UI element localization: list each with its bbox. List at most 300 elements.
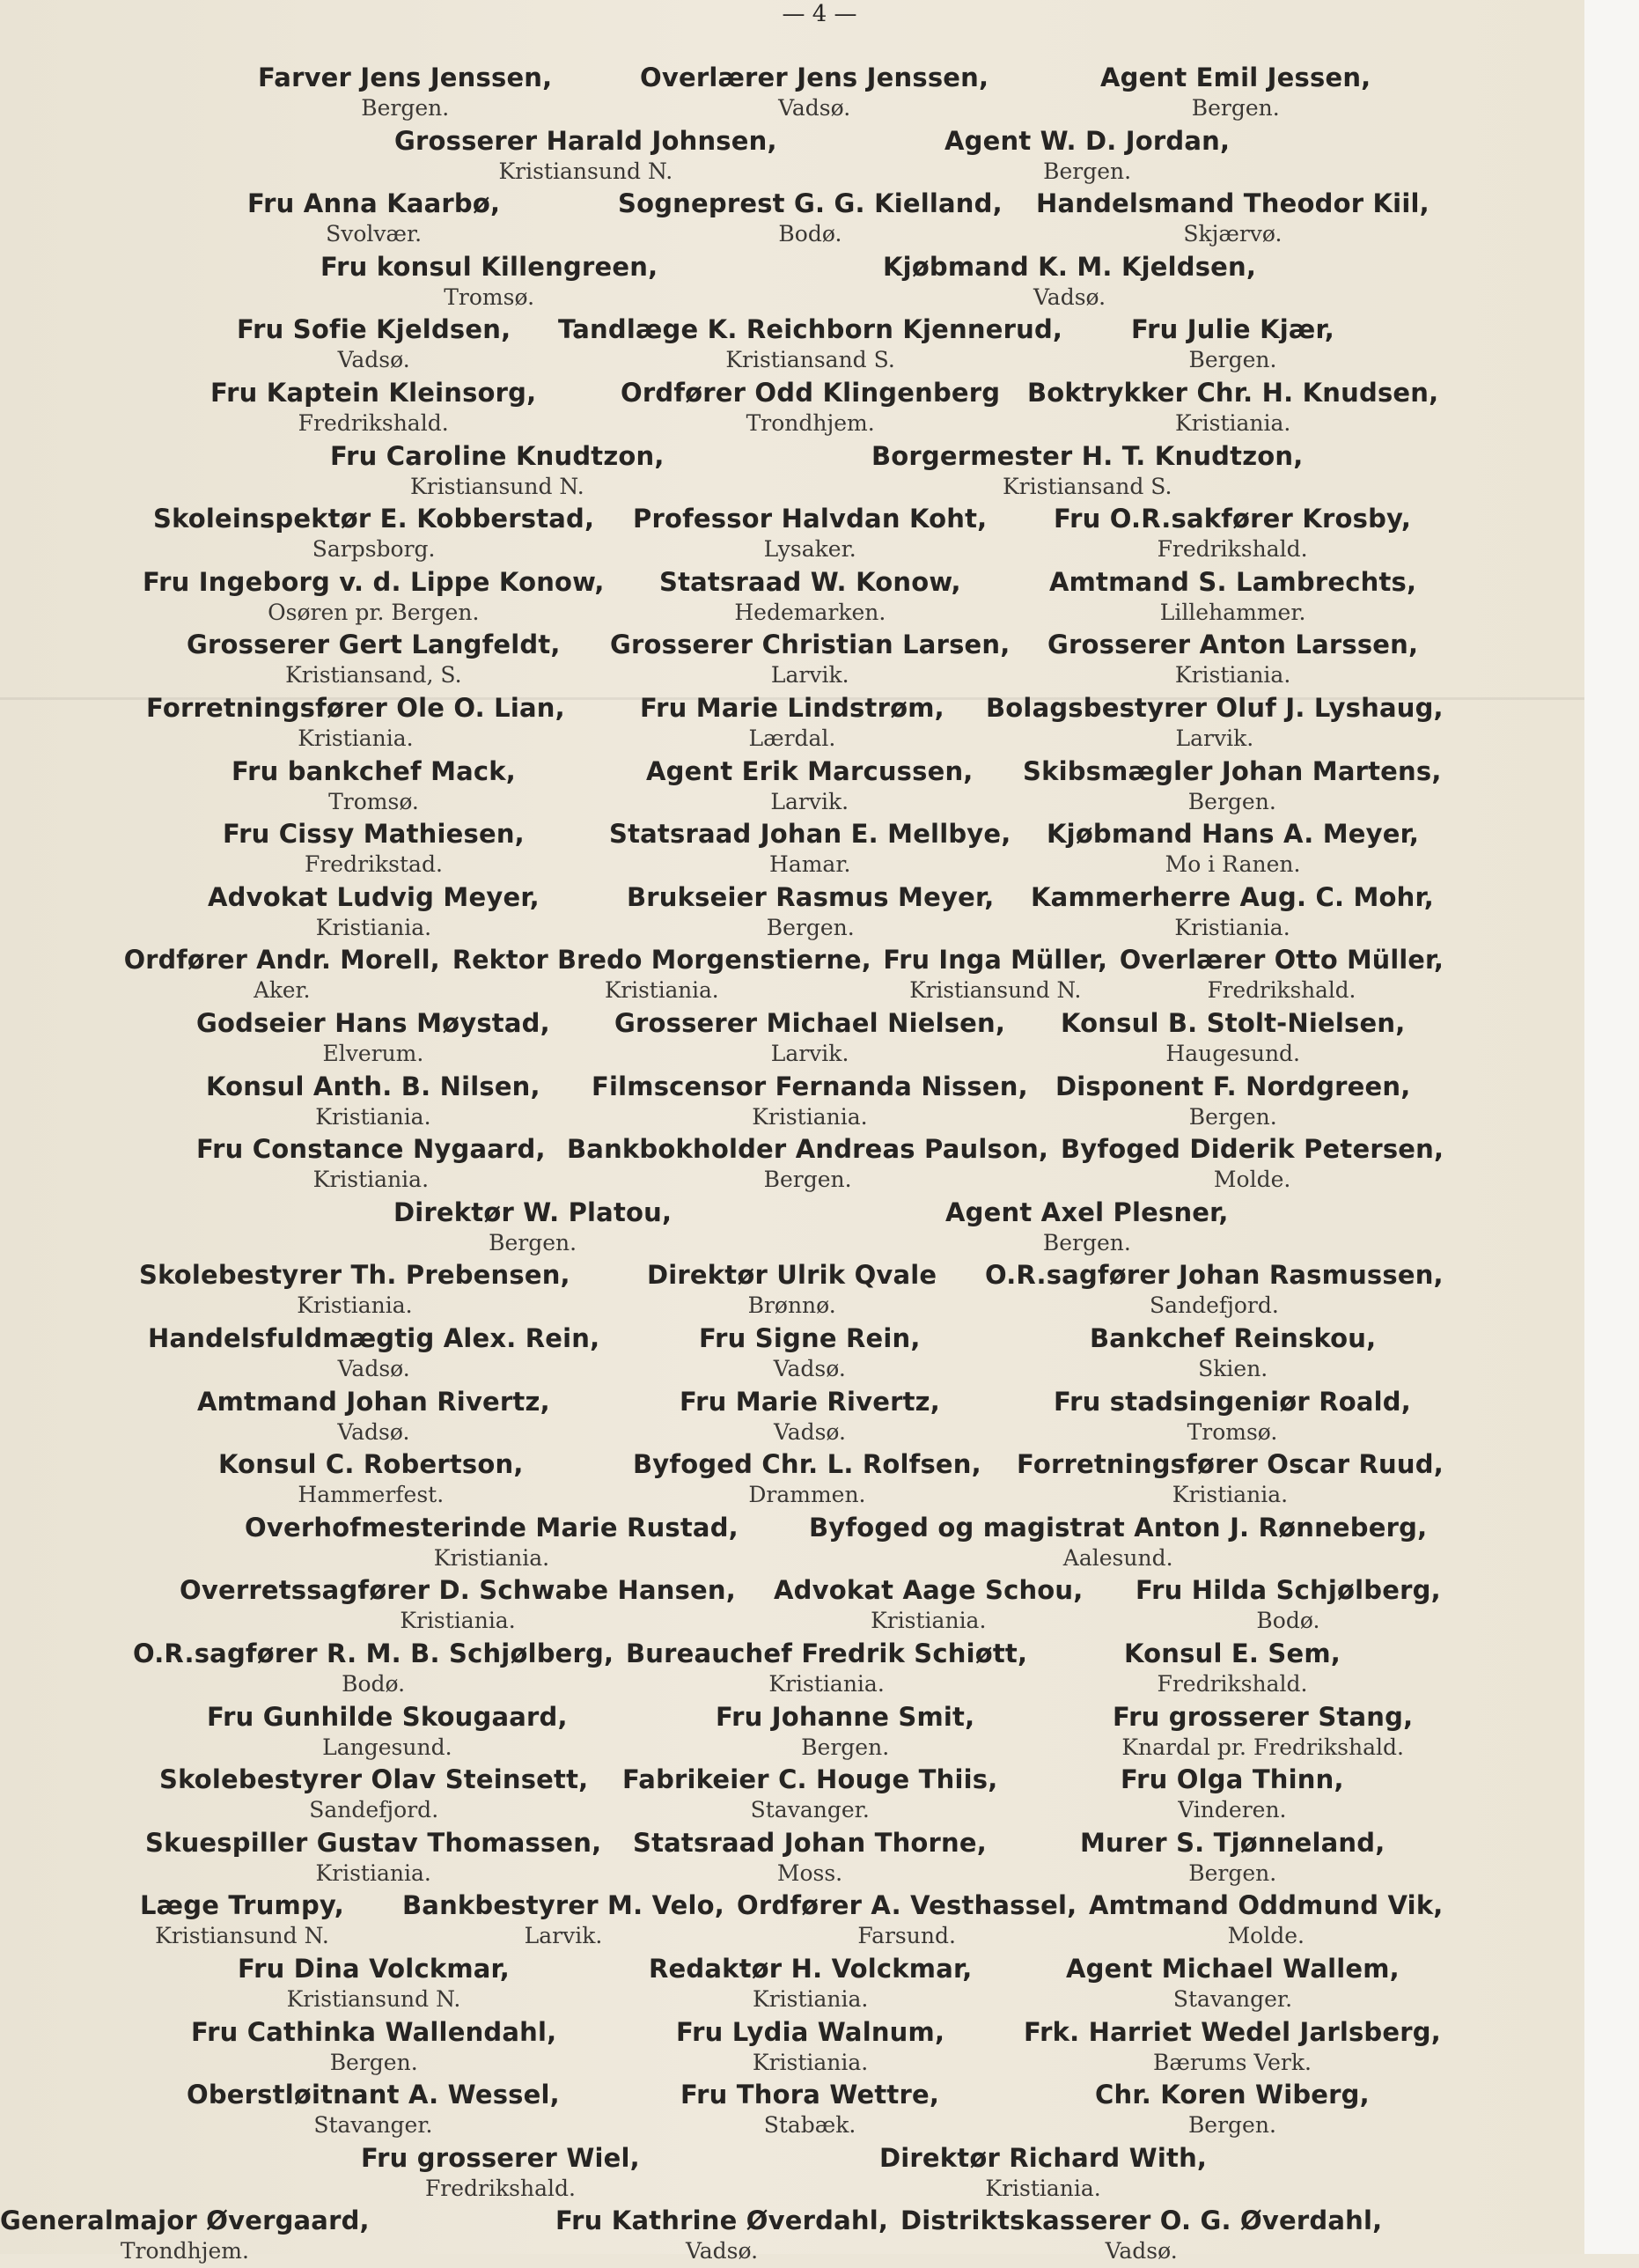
entry-place: Vadsø. — [1105, 2238, 1178, 2264]
entry — [452, 944, 871, 1005]
entry-place: Vadsø. — [778, 95, 851, 121]
entry-place: Bergen. — [1187, 2112, 1276, 2139]
entry-name: Generalmajor Øvergaard, — [0, 2205, 370, 2236]
entry-place: Larvik. — [770, 1041, 849, 1066]
entry — [1061, 1007, 1405, 1069]
entry — [680, 2079, 939, 2140]
entry-name: Fru Caroline Knudtzon, — [330, 440, 665, 471]
entry-place: Fredrikshald. — [298, 410, 449, 436]
entry-place: Kristiansund N. — [498, 158, 673, 184]
entry-name: Overhofmesterinde Marie Rustad, — [245, 1512, 739, 1543]
entry-row — [0, 818, 1584, 881]
entry — [1131, 313, 1334, 375]
entry-name: Fru Signe Rein, — [699, 1323, 921, 1353]
entry-name: Fru Olga Thinn, — [1121, 1764, 1344, 1795]
entry — [153, 503, 594, 564]
entry-name: Tandlæge K. Reichborn Kjennerud, — [558, 314, 1063, 345]
entry — [1027, 377, 1438, 438]
entry-name: Amtmand Johan Rivertz, — [197, 1386, 550, 1417]
entry-name: Handelsmand Theodor Kiil, — [1036, 188, 1430, 219]
entry-row — [0, 1701, 1584, 1764]
entry-name: Fru grosserer Stang, — [1113, 1701, 1414, 1732]
entry-name: Fru Kathrine Øverdahl, — [555, 2205, 889, 2236]
entry-name: Fru bankchef Mack, — [232, 755, 516, 786]
entry-name: Redaktør H. Volckmar, — [649, 1954, 973, 1984]
entry-name: Handelsfuldmægtig Alex. Rein, — [148, 1323, 600, 1353]
entry-place: Hamar. — [769, 851, 851, 878]
entry — [223, 818, 525, 880]
entry-place: Mo i Ranen. — [1165, 851, 1301, 878]
entry-row — [0, 188, 1584, 251]
entry-name: Ordfører Andr. Morell, — [123, 945, 440, 976]
entry — [1089, 1889, 1444, 1951]
entry — [145, 1827, 601, 1889]
entry-place: Tromsø. — [328, 788, 419, 814]
entry — [180, 1574, 736, 1636]
entry-place: Bergen. — [1188, 347, 1277, 373]
entry-place: Stavanger. — [1172, 1986, 1293, 2012]
entry — [944, 125, 1230, 187]
entry-place: Kristiania. — [768, 1671, 885, 1697]
entry-place: Kristiansund N. — [909, 977, 1082, 1004]
entry — [143, 566, 605, 628]
entry-place: Elverum. — [322, 1041, 424, 1066]
entry — [900, 2205, 1382, 2266]
entry-place: Moss. — [776, 1859, 843, 1886]
entry-name: Overlærer Jens Jenssen, — [640, 63, 989, 92]
entry-row — [0, 1512, 1584, 1575]
entry-name: Grosserer Christian Larsen, — [610, 630, 1011, 660]
entry-row — [0, 503, 1584, 566]
entry-name: Fru Sofie Kjeldsen, — [237, 314, 511, 345]
entry-row — [0, 2142, 1584, 2205]
entry-name: Forretningsfører Oscar Ruud, — [1017, 1449, 1444, 1480]
entry-place: Aalesund. — [1062, 1544, 1173, 1571]
entry-row — [0, 1448, 1584, 1512]
page-number: — 4 — — [782, 1, 857, 27]
entry-place: Skjærvø. — [1183, 221, 1283, 247]
entry — [1031, 881, 1434, 943]
entry-name: Fru stadsingeniør Roald, — [1054, 1386, 1411, 1417]
entry-name: Bankchef Reinskou, — [1090, 1323, 1377, 1353]
entry-name: Grosserer Harald Johnsen, — [394, 125, 777, 156]
entry — [627, 881, 994, 943]
entry — [1095, 2079, 1370, 2140]
entry — [187, 629, 561, 690]
entry-name: Direktør W. Platou, — [393, 1197, 673, 1227]
entry — [1049, 566, 1416, 628]
entry-row — [0, 1386, 1584, 1449]
entry — [640, 62, 989, 123]
entry-place: Vadsø. — [337, 1418, 410, 1445]
entry-place: Aker. — [254, 977, 311, 1004]
entry — [633, 1827, 987, 1889]
entry-row — [0, 1007, 1584, 1071]
entry — [159, 1764, 588, 1825]
entry-name: Overlærer Otto Müller, — [1119, 945, 1444, 976]
entry-place: Kristiania. — [753, 1986, 869, 2012]
entry — [320, 251, 658, 313]
entry — [622, 1764, 997, 1825]
entry-name: Amtmand Oddmund Vik, — [1089, 1890, 1444, 1921]
entry-place: Kristiansand S. — [1003, 473, 1172, 499]
entry-name: Byfoged Chr. L. Rolfsen, — [633, 1449, 981, 1480]
entry-place: Kristiania. — [315, 914, 432, 940]
entry-place: Bergen. — [329, 2049, 418, 2075]
entry-name: Fru grosserer Wiel, — [361, 2142, 640, 2173]
entry — [680, 1386, 940, 1447]
entry — [558, 313, 1062, 375]
entry — [146, 692, 565, 754]
entry-place: Bærums Verk. — [1152, 2049, 1312, 2075]
entry — [1120, 944, 1444, 1005]
entry — [237, 313, 511, 375]
entry-name: Disponent F. Nordgreen, — [1055, 1071, 1411, 1101]
entry-name: Borgermester H. T. Knudtzon, — [871, 440, 1304, 471]
entry — [592, 1071, 1028, 1132]
entry-name: Brukseier Rasmus Meyer, — [627, 881, 995, 912]
entry — [555, 2205, 888, 2266]
entry-place: Molde. — [1213, 1167, 1291, 1193]
entry — [133, 1638, 614, 1699]
entry-name: Overretssagfører D. Schwabe Hansen, — [180, 1575, 736, 1606]
entry-place: Bergen. — [361, 95, 450, 121]
entry-place: Langesund. — [322, 1734, 452, 1760]
entry-place: Bodø. — [342, 1671, 406, 1697]
entry — [148, 1322, 599, 1384]
entry-place: Fredrikshald. — [1157, 1671, 1308, 1697]
entry-name: Skibsmægler Johan Martens, — [1023, 755, 1442, 786]
entry-place: Kristiania. — [298, 725, 414, 751]
entry — [258, 62, 552, 123]
entry-place: Bergen. — [801, 1734, 890, 1760]
entry-name: O.R.sagfører R. M. B. Schjølberg, — [133, 1638, 614, 1668]
entry-name: Agent Michael Wallem, — [1066, 1954, 1400, 1984]
entry — [985, 1259, 1444, 1321]
entry-name: Fru Johanne Smit, — [716, 1701, 975, 1732]
entry-name: Rektor Bredo Morgenstierne, — [452, 945, 871, 976]
entry-name: Advokat Ludvig Meyer, — [208, 881, 540, 912]
entry-name: Amtmand S. Lambrechts, — [1049, 566, 1417, 597]
entry — [1090, 1322, 1376, 1384]
entry — [737, 1889, 1077, 1951]
entry — [402, 1889, 724, 1951]
entry-name: Fru Ingeborg v. d. Lippe Konow, — [143, 566, 605, 597]
entry — [1023, 755, 1442, 817]
entry-row — [0, 251, 1584, 314]
entry-name: Grosserer Anton Larssen, — [1047, 630, 1419, 660]
entry — [361, 2142, 640, 2204]
entry-row — [0, 1953, 1584, 2016]
entry-row — [0, 1197, 1584, 1260]
entry — [1047, 629, 1418, 690]
entry-place: Tromsø. — [444, 284, 535, 310]
entry — [238, 1953, 510, 2014]
entry — [567, 1133, 1048, 1195]
entry-place: Fredrikshald. — [1207, 977, 1356, 1004]
entry-name: Bureauchef Fredrik Schiøtt, — [626, 1638, 1028, 1668]
entry-place: Vadsø. — [773, 1356, 846, 1381]
entry-name: Statsraad Johan Thorne, — [633, 1827, 987, 1858]
entry-place: Sandefjord. — [1149, 1292, 1279, 1319]
entry — [191, 2016, 556, 2078]
entry-name: Fru Anna Kaarbø, — [247, 188, 501, 219]
entry-name: Boktrykker Chr. H. Knudsen, — [1027, 378, 1439, 408]
entry-name: Statsraad Johan E. Mellbye, — [609, 819, 1011, 850]
entry — [1047, 818, 1419, 880]
entry — [207, 1701, 568, 1763]
entry-name: Fru Lydia Walnum, — [676, 2016, 945, 2047]
entry-name: Skuespiller Gustav Thomassen, — [145, 1827, 602, 1858]
entry — [196, 1007, 550, 1069]
entry-row — [0, 692, 1584, 755]
entry-row — [0, 1638, 1584, 1701]
entry-name: Grosserer Gert Langfeldt, — [187, 630, 561, 660]
entry-name: Oberstløitnant A. Wessel, — [187, 2080, 560, 2110]
entry — [633, 503, 987, 564]
entry — [609, 818, 1011, 880]
entry-place: Drammen. — [748, 1482, 866, 1508]
entry-place: Sandefjord. — [309, 1797, 439, 1823]
entry-name: Fru konsul Killengreen, — [320, 251, 658, 282]
entry-place: Vadsø. — [773, 1418, 846, 1445]
entry-row — [0, 1071, 1584, 1134]
entry-place: Bergen. — [1188, 1103, 1277, 1130]
entry-name: Forretningsfører Ole O. Lian, — [146, 693, 565, 723]
entry-place: Haugesund. — [1165, 1041, 1300, 1066]
entry-place: Kristiania. — [1174, 914, 1290, 940]
entry-name: Advokat Aage Schou, — [774, 1575, 1084, 1606]
entry-name: Fru Gunhilde Skougaard, — [207, 1701, 568, 1732]
entry — [218, 1448, 524, 1510]
entry — [330, 440, 665, 502]
entry-row — [0, 1259, 1584, 1322]
entry — [208, 881, 540, 943]
entry-place: Larvik. — [770, 662, 849, 688]
entry-row — [0, 1133, 1584, 1197]
entry-place: Fredrikstad. — [304, 851, 443, 878]
entry-name: Direktør Ulrik Qvale — [647, 1260, 937, 1291]
entry — [1100, 62, 1371, 123]
entry — [232, 755, 516, 817]
entry-name: Skolebestyrer Olav Steinsett, — [159, 1764, 589, 1795]
entry-row — [0, 755, 1584, 819]
entry — [187, 2079, 560, 2140]
entry — [1124, 1638, 1341, 1699]
entry-place: Bodø. — [778, 221, 842, 247]
entry-place: Vadsø. — [337, 1356, 410, 1381]
entry-row — [0, 377, 1584, 440]
entry — [614, 1007, 1005, 1069]
entry — [699, 1322, 921, 1384]
entry-name: Kjøbmand K. M. Kjeldsen, — [883, 251, 1257, 282]
entry — [139, 1259, 570, 1321]
entry-place: Bergen. — [1188, 1859, 1277, 1886]
entry-place: Larvik. — [770, 788, 849, 814]
entry-name: Fru Thora Wettre, — [680, 2080, 940, 2110]
entry — [1113, 1701, 1413, 1763]
entry-row — [0, 629, 1584, 692]
entry — [1066, 1953, 1400, 2014]
entry — [871, 440, 1303, 502]
entry-name: O.R.sagfører Johan Rasmussen, — [985, 1260, 1444, 1291]
entry-name: Direktør Richard With, — [879, 2142, 1208, 2173]
entry-place: Vinderen. — [1178, 1797, 1287, 1823]
entry — [809, 1512, 1427, 1573]
entry — [196, 1133, 546, 1195]
entry-row — [0, 1889, 1584, 1953]
entry-name: Fru Kaptein Kleinsorg, — [210, 378, 537, 408]
entry-row — [0, 62, 1584, 125]
entry-name: Statsraad W. Konow, — [659, 566, 961, 597]
entry-row — [0, 2016, 1584, 2080]
entry-place: Hammerfest. — [298, 1482, 445, 1508]
entry — [393, 1197, 672, 1258]
entry-place: Tromsø. — [1187, 1418, 1278, 1445]
entry-place: Bergen. — [1042, 1229, 1131, 1256]
entry-name: Farver Jens Jenssen, — [258, 63, 553, 92]
page-edge — [1584, 0, 1639, 2254]
entry-place: Kristiania. — [297, 1292, 413, 1319]
entry-name: Sogneprest G. G. Kielland, — [618, 188, 1003, 219]
entry-name: Fru Constance Nygaard, — [196, 1134, 546, 1165]
entry-place: Kristiania. — [985, 2175, 1101, 2201]
entry-name: Fru Hilda Schjølberg, — [1136, 1575, 1441, 1606]
entry-place: Kristiania. — [752, 2049, 869, 2075]
entry — [879, 2142, 1207, 2204]
entry-place: Sarpsborg. — [312, 536, 436, 563]
entry-name: Ordfører A. Vesthassel, — [737, 1890, 1077, 1921]
entry — [1061, 1133, 1444, 1195]
entry-row — [0, 440, 1584, 504]
entry-place: Kristiansand S. — [725, 347, 895, 373]
entry-place: Kristiansund N. — [286, 1986, 461, 2012]
entry-place: Kristiania. — [1172, 1482, 1289, 1508]
entry — [1136, 1574, 1441, 1636]
entry-place: Brønnø. — [747, 1292, 836, 1319]
entry-row — [0, 881, 1584, 945]
entry-place: Vadsø. — [1033, 284, 1106, 310]
entry-name: Ordfører Odd Klingenberg — [621, 378, 1001, 408]
entry-place: Kristiansund N. — [155, 1923, 329, 1949]
entry-place: Larvik. — [1175, 725, 1254, 751]
entry-place: Kristiania. — [752, 1103, 868, 1130]
entry-name: Frk. Harriet Wedel Jarlsberg, — [1024, 2016, 1441, 2047]
entry-place: Bodø. — [1256, 1608, 1320, 1634]
entry — [716, 1701, 974, 1763]
entry-name: Fru Marie Lindstrøm, — [640, 693, 944, 723]
entry-name: Konsul B. Stolt-Nielsen, — [1061, 1008, 1406, 1038]
entry — [140, 1889, 344, 1951]
entry — [626, 1638, 1027, 1699]
entry-place: Lysaker. — [763, 536, 856, 563]
entry — [1080, 1827, 1385, 1889]
entry-name: Kjøbmand Hans A. Meyer, — [1047, 819, 1420, 850]
entry-place: Molde. — [1227, 1923, 1305, 1949]
entry — [640, 692, 944, 754]
entry-place: Stavanger. — [750, 1797, 870, 1823]
entry-row — [0, 2205, 1584, 2268]
entry-name: Skolebestyrer Th. Prebensen, — [139, 1260, 570, 1291]
entry-name: Fru Cissy Mathiesen, — [223, 819, 525, 850]
entry-row — [0, 1322, 1584, 1386]
entry-name: Kammerherre Aug. C. Mohr, — [1031, 881, 1434, 912]
entry-place: Osøren pr. Bergen. — [268, 599, 480, 625]
entry-name: Distriktskasserer O. G. Øverdahl, — [900, 2205, 1383, 2236]
entry-place: Bergen. — [1043, 158, 1132, 184]
entry-name: Godseier Hans Møystad, — [196, 1008, 550, 1038]
entry — [210, 377, 536, 438]
entry-place: Fredrikshald. — [424, 2175, 576, 2201]
entry-name: Agent Emil Jessen, — [1100, 63, 1371, 92]
entry-row — [0, 2079, 1584, 2142]
entry-name: Grosserer Michael Nielsen, — [614, 1008, 1006, 1038]
entry-name: Agent Erik Marcussen, — [646, 755, 974, 786]
entry-place: Kristiansand, S. — [285, 662, 462, 688]
entry — [247, 188, 500, 249]
entry-place: Vadsø. — [686, 2238, 759, 2264]
entry-name: Bankbokholder Andreas Paulson, — [567, 1134, 1049, 1165]
entry-place: Stavanger. — [313, 2112, 433, 2139]
entry — [621, 377, 1000, 438]
entry — [1036, 188, 1430, 249]
entry-place: Kristiania. — [312, 1167, 430, 1193]
entry — [676, 2016, 944, 2078]
entry-name: Byfoged og magistrat Anton J. Rønneberg, — [809, 1512, 1428, 1543]
entry — [1024, 2016, 1441, 2078]
entry-name: Fru Inga Müller, — [883, 945, 1108, 976]
entry-name: Bankbestyrer M. Velo, — [402, 1890, 725, 1921]
entry — [197, 1386, 550, 1447]
entry-name: Konsul E. Sem, — [1124, 1638, 1341, 1668]
entry-place: Kristiania. — [315, 1103, 431, 1130]
entry-place: Farsund. — [857, 1923, 956, 1949]
entry-name: Konsul C. Robertson, — [218, 1449, 524, 1480]
entry-row — [0, 1764, 1584, 1827]
entry-name: Filmscensor Fernanda Nissen, — [592, 1071, 1028, 1101]
entry-name: Fru Dina Volckmar, — [238, 1954, 510, 1984]
entry-place: Larvik. — [524, 1923, 603, 1949]
entry-row — [0, 566, 1584, 630]
entry-place: Fredrikshald. — [1157, 536, 1308, 563]
entry — [646, 755, 974, 817]
entry-name: Chr. Koren Wiberg, — [1095, 2080, 1370, 2110]
entry-place: Bergen. — [1187, 788, 1276, 814]
entry — [1055, 1071, 1410, 1132]
entry — [659, 566, 961, 628]
entry — [1054, 1386, 1411, 1447]
entry-place: Trondhjem. — [120, 2238, 249, 2264]
entry-place: Trondhjem. — [746, 410, 875, 436]
entry-place: Lærdal. — [748, 725, 836, 751]
entry-row — [0, 1574, 1584, 1638]
entry-name: Konsul Anth. B. Nilsen, — [206, 1071, 540, 1101]
entry-place: Kristiania. — [871, 1608, 987, 1634]
entry-name: Murer S. Tjønneland, — [1080, 1827, 1385, 1858]
entry — [394, 125, 777, 187]
entry-name: Bolagsbestyrer Oluf J. Lyshaug, — [986, 693, 1444, 723]
entry-place: Skien. — [1198, 1356, 1268, 1381]
entry-place: Kristiania. — [1174, 662, 1291, 688]
entry-name: Fru Marie Rivertz, — [680, 1386, 940, 1417]
entry — [610, 629, 1010, 690]
entry — [945, 1197, 1229, 1258]
entry-name: Agent Axel Plesner, — [945, 1197, 1229, 1227]
entry — [206, 1071, 540, 1132]
entry — [618, 188, 1003, 249]
entry-place: Kristiansund N. — [409, 473, 584, 499]
entry-place: Kristiania. — [315, 1859, 431, 1886]
